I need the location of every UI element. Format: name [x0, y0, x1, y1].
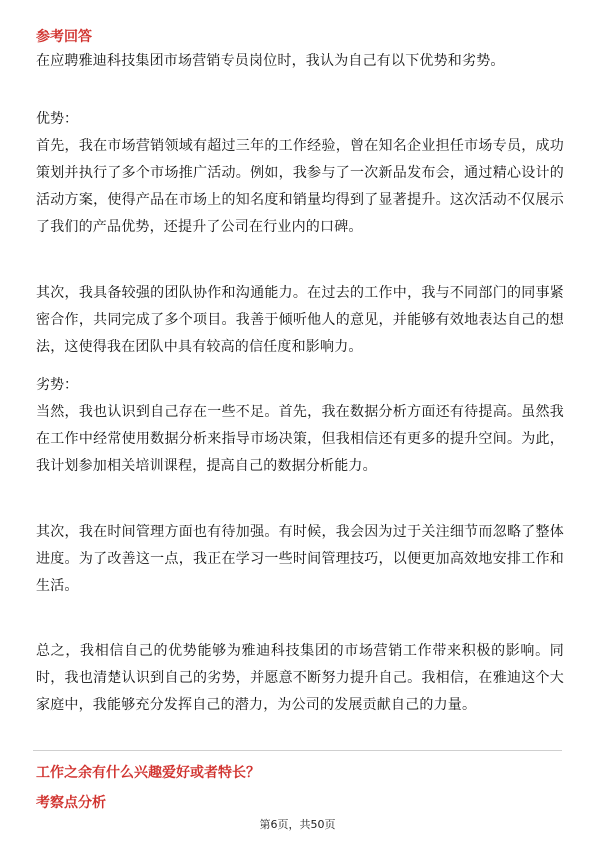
weaknesses-paragraph-1: 当然，我也认识到自己存在一些不足。首先，我在数据分析方面还有待提高。虽然我在工作中经常使用数据分析来指导市场决策，但我相信还有更多的提升空间。为此，我计划参加相关培训课程，提高自己的数据分析能力。 [36, 404, 564, 474]
strengths-paragraph-1: 首先，我在市场营销领域有超过三年的工作经验，曾在知名企业担任市场专员，成功策划并执行了多个市场推广活动。例如，我参与了一次新品发布会，通过精心设计的活动方案，使得产品在市场上的知名度和销量均得到了显著提升。这次活动不仅展示了我们的产品优势，还提升了公司在行业内的口碑。 [36, 138, 564, 235]
section-divider [33, 750, 562, 751]
answer-heading: 参考回答 [36, 29, 92, 45]
page-number: 第6页，共50页 [259, 818, 336, 831]
intro-paragraph: 在应聘雅迪科技集团市场营销专员岗位时，我认为自己有以下优势和劣势。 [36, 53, 505, 69]
strengths-paragraph-2: 其次，我具备较强的团队协作和沟通能力。在过去的工作中，我与不同部门的同事紧密合作，共同完成了多个项目。我善于倾听他人的意见，并能够有效地表达自己的想法，这使得我在团队中具有较高的信任度和影响力。 [36, 285, 564, 355]
weaknesses-paragraph-2: 其次，我在时间管理方面也有待加强。有时候，我会因为过于关注细节而忽略了整体进度。为了改善这一点，我正在学习一些时间管理技巧，以便更加高效地安排工作和生活。 [36, 524, 564, 594]
conclusion-paragraph: 总之，我相信自己的优势能够为雅迪科技集团的市场营销工作带来积极的影响。同时，我也清楚认识到自己的劣势，并愿意不断努力提升自己。我相信，在雅迪这个大家庭中，我能够充分发挥自己的潜力，为公司的发展贡献自己的力量。 [36, 643, 564, 713]
next-question-heading: 工作之余有什么兴趣爱好或者特长？ [36, 765, 260, 781]
strengths-label: 优势： [36, 111, 78, 127]
analysis-heading: 考察点分析 [36, 795, 106, 811]
weaknesses-label: 劣势： [36, 377, 78, 393]
